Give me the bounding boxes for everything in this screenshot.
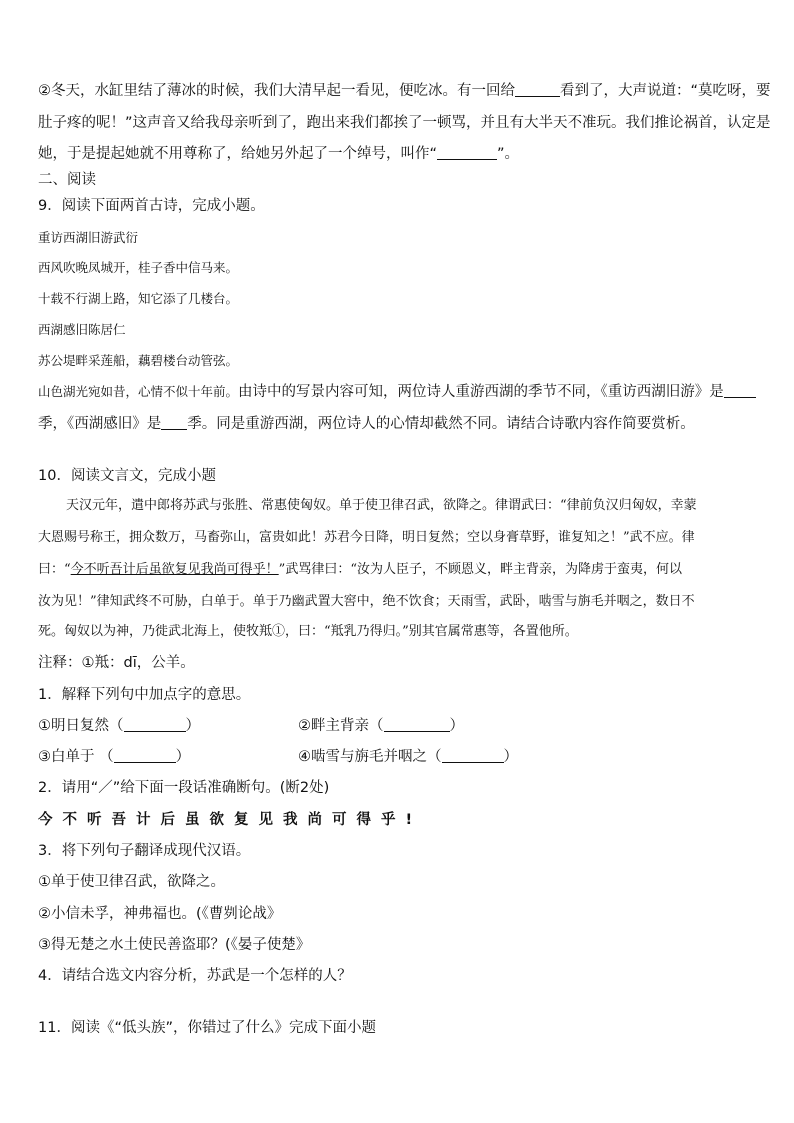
sub-question-3: 3．将下列句子翻译成现代汉语。 (38, 843, 251, 859)
blank-season-1 (724, 383, 756, 398)
translate-item-2: ②小信未孚，神弗福也。(《曹刿论战》 (38, 906, 282, 922)
sentence-to-punctuate: 今不听吾计后虽欲复见我尚可得乎! (38, 812, 423, 828)
underlined-sentence: 今不听吾计后虽欲复见我尚可得乎！ (70, 562, 279, 577)
sub-question-2: 2．请用“／”给下面一段话准确断句。(断2处) (38, 780, 330, 796)
para-line-1: ②冬天，水缸里结了薄冰的时候，我们大清早起一看见，便吃冰。有一回给 看到了，大声说道：“莫吃呀，要 (38, 83, 771, 99)
blank-2 (437, 145, 497, 160)
translate-item-3: ③得无楚之水土使民善盗耶？(《晏子使楚》 (38, 937, 311, 953)
q10-title: 10．阅读文言文，完成小题 (38, 468, 216, 484)
poem1-line-1: 西风吹晚凤城开，桂子香中信马来。 (38, 260, 239, 275)
poem1-line-2: 十载不行湖上路，知它添了几楼台。 (38, 291, 239, 306)
annotation-note: 注释：①羝：dī，公羊。 (38, 655, 195, 671)
sub-question-1-row-2: ③白单于 （ ） ④啮雪与旃毛并咽之（ ） (38, 749, 518, 765)
blank-1 (515, 82, 560, 97)
translate-item-1: ①单于使卫律召武，欲降之。 (38, 874, 225, 890)
sub-question-1-row-1: ①明日复然（ ） ②畔主背亲（ ） (38, 718, 464, 734)
q9-question-line-2: 季，《西湖感旧》是 季。同是重游西湖，两位诗人的心情却截然不同。请结合诗歌内容作简要赏析。 (38, 416, 695, 432)
answer-blank-b[interactable] (384, 717, 450, 732)
section-heading: 二、阅读 (38, 172, 96, 188)
sub-question-1: 1．解释下列句中加点字的意思。 (38, 687, 251, 703)
q9-title: 9．阅读下面两首古诗，完成小题。 (38, 198, 265, 214)
classic-text-line-1: 天汉元年，遣中郎将苏武与张胜、常惠使匈奴。单于使卫律召武，欲降之。律谓武曰：“律前负汉归匈奴，幸蒙 (66, 498, 697, 513)
answer-blank-d[interactable] (442, 748, 504, 763)
classic-text-line-4: 汝为见！”律知武终不可胁，白单于。单于乃幽武置大窖中，绝不饮食；天雨雪，武卧，啮雪与旃毛并咽之，数日不 (38, 594, 695, 609)
classic-text-line-5: 死。匈奴以为神，乃徙武北海上，使牧羝①，曰：“羝乳乃得归。”别其官属常惠等，各置他所。 (38, 624, 578, 639)
blank-season-2 (161, 415, 187, 430)
para-line-3: 她，于是提起她就不用尊称了，给她另外起了一个绰号，叫作“ ”。 (38, 146, 520, 162)
answer-blank-a[interactable] (124, 717, 186, 732)
q11-title: 11．阅读《“低头族”，你错过了什么》完成下面小题 (38, 1020, 376, 1036)
q9-question-line-1: 山色湖光宛如昔，心情不似十年前。由诗中的写景内容可知，两位诗人重游西湖的季节不同，《重访西湖旧游》是 (38, 382, 756, 402)
para-line-2: 肚子疼的呢！”这声音又给我母亲听到了，跑出来我们都挨了一顿骂，并且有大半天不准玩。我们推论祸首，认定是 (38, 115, 771, 131)
poem2-line-1: 苏公堤畔采莲船，藕碧楼台动管弦。 (38, 353, 239, 368)
classic-text-line-2: 大恩赐号称王，拥众数万，马畜弥山，富贵如此！苏君今日降，明日复然；空以身膏草野，谁复知之！”武不应。律 (38, 530, 695, 545)
poem2-title: 西湖感旧陈居仁 (38, 322, 126, 337)
classic-text-line-3: 曰：“今不听吾计后虽欲复见我尚可得乎！”武骂律曰：“汝为人臣子，不顾恩义，畔主背亲，为降虏于蛮夷，何以 (38, 562, 682, 577)
sub-question-4: 4．请结合选文内容分析，苏武是一个怎样的人？ (38, 968, 352, 984)
poem1-title: 重访西湖旧游武衍 (38, 230, 139, 245)
answer-blank-c[interactable] (114, 748, 176, 763)
